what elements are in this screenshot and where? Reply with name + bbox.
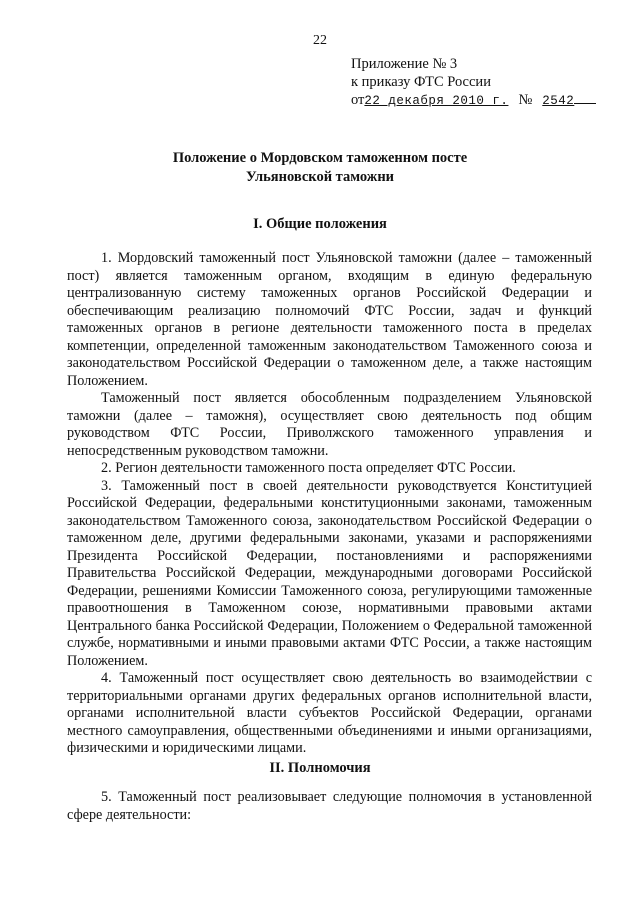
section-body-general: [67, 250, 592, 758]
appendix-underline: [574, 91, 596, 104]
paragraph: 3. Таможенный пост в своей деятельности руководствуется Конституцией Российской Федерации, федеральными конституционными законами, таможенным законодательством Таможенного союза, законодательством Российской Федерации о таможенном деле, другими федеральными законами, указами и распоряжениями Президента Российской Федерации, постановлениями и распоряжениями Правительства Российской Федерации, международными договорами Российской Федерации, решениями Комиссии Таможенного союза, регулирующими таможенные правоотношения в Таможенном союзе, нормативными правовыми актами Центрального банка Российской Федерации, Положением о Федеральной таможенной службе, нормативными и иными правовыми актами ФТС России, а также настоящим Положением.: [67, 477, 592, 669]
section-body-powers: [67, 789, 592, 824]
paragraph: 4. Таможенный пост осуществляет свою деятельность во взаимодействии с территориальными органами других федеральных органов исполнительной власти, органами исполнительной власти субъектов Российской Федерации, органами местного самоуправления, общественными объединениями и иными организациями, физическими и юридическими лицами.: [67, 670, 592, 756]
document-title-line-1: Положение о Мордовском таможенном посте: [172, 150, 468, 166]
appendix-date-line: [351, 91, 596, 110]
paragraph: 2. Регион деятельности таможенного поста определяет ФТС России.: [101, 460, 516, 476]
paragraph: Таможенный пост является обособленным подразделением Ульяновской таможни (далее – таможня), осуществляет свою деятельность под общим руководством ФТС России, Приволжского таможенного управления и непосредственным руководством таможни.: [67, 390, 592, 459]
section-heading-powers: II. Полномочия: [269, 760, 371, 776]
section-heading-general: I. Общие положения: [253, 216, 387, 232]
page-number: 22: [313, 33, 327, 48]
paragraph: 5. Таможенный пост реализовывает следующие полномочия в установленной сфере деятельности:: [67, 789, 592, 823]
paragraph: 1. Мордовский таможенный пост Ульяновской таможни (далее – таможенный пост) является таможенным органом, входящим в единую федеральную централизованную систему таможенных органов Российской Федерации и обеспечивающим реализацию полномочий ФТС России, задач и функций таможенных органов в регионе деятельности таможенного поста в пределах компетенции, определенной таможенным законодательством Таможенного союза и законодательством Российской Федерации о таможенном деле, а также настоящим Положением.: [67, 250, 592, 389]
appendix-number-prefix: №: [518, 92, 533, 108]
appendix-number-value: 2542: [542, 94, 575, 108]
appendix-line-1: Приложение № 3: [351, 56, 458, 72]
appendix-block: [351, 55, 596, 110]
document-title: [0, 149, 640, 187]
appendix-date-value: 22 декабря 2010 г.: [364, 94, 509, 108]
appendix-date-prefix: от: [351, 92, 365, 108]
document-title-line-2: Ульяновской таможни: [245, 169, 395, 185]
appendix-line-2: к приказу ФТС России: [351, 74, 491, 90]
